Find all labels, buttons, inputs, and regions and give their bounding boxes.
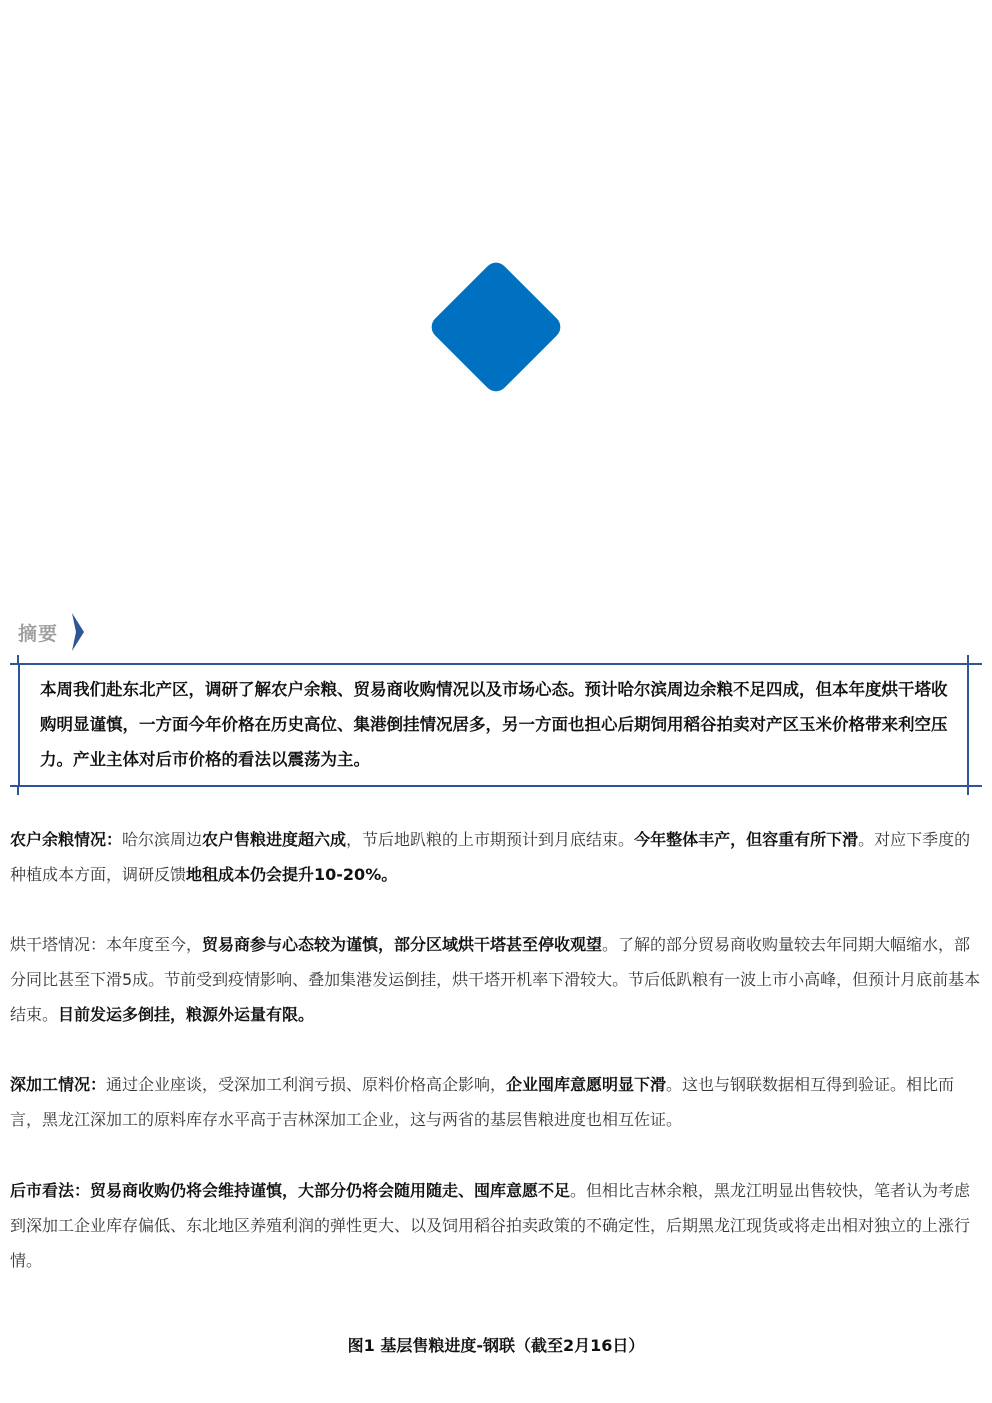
- diamond-logo-icon: [423, 254, 569, 400]
- section-label: 农户余粮情况：: [10, 830, 123, 849]
- summary-header: [18, 612, 84, 652]
- section-farmer-grain: 农户余粮情况：哈尔滨周边农户售粮进度超六成，节后地趴粮的上市期预计到月底结束。今年整体丰产，但容重有所下滑。对应下季度的种植成本方面，调研反馈地租成本仍会提升10-20%。: [10, 830, 971, 884]
- chevron-right-icon: [72, 613, 84, 651]
- company-logo: [423, 254, 569, 400]
- section-label: 深加工情况：: [10, 1075, 107, 1094]
- summary-corner-tick: [967, 785, 969, 795]
- summary-text: 本周我们赴东北产区，调研了解农户余粮、贸易商收购情况以及市场心态。预计哈尔滨周边余粮不足四成，但本年度烘干塔收购明显谨慎，一方面今年价格在历史高位、集港倒挂情况居多，另一方面也担心后期饲用稻谷拍卖对产区玉米价格带来利空压力。产业主体对后市价格的看法以震荡为主。: [40, 680, 948, 769]
- section-drying-tower: 烘干塔情况：本年度至今，贸易商参与心态较为谨慎，部分区域烘干塔甚至停收观望。了解的部分贸易商收购量较去年同期大幅缩水，部分同比甚至下滑5成。节前受到疫情影响、叠加集港发运倒挂，烘干塔开机率下滑较大。节后低趴粮有一波上市小高峰，但预计月底前基本结束。目前发运多倒挂，粮源外运量有限。: [10, 935, 981, 1024]
- summary-corner-tick: [17, 785, 19, 795]
- section-label: 后市看法：: [10, 1181, 91, 1200]
- section-label: 烘干塔情况：: [10, 935, 107, 954]
- section-market-outlook: 后市看法：贸易商收购仍将会维持谨慎，大部分仍将会随用随走、囤库意愿不足。但相比吉林余粮，黑龙江明显出售较快，笔者认为考虑到深加工企业库存偏低、东北地区养殖利润的弹性更大、以及饲用稻谷拍卖政策的不确定性，后期黑龙江现货或将走出相对独立的上涨行情。: [10, 1181, 971, 1270]
- summary-title: 摘要: [18, 622, 59, 645]
- section-deep-processing: 深加工情况：通过企业座谈，受深加工利润亏损、原料价格高企影响，企业囤库意愿明显下滑。这也与钢联数据相互得到验证。相比而言，黑龙江深加工的原料库存水平高于吉林深加工企业，这与两省的基层售粮进度也相互佐证。: [10, 1075, 955, 1129]
- figure-caption: 图1 基层售粮进度-钢联（截至2月16日）: [347, 1336, 645, 1355]
